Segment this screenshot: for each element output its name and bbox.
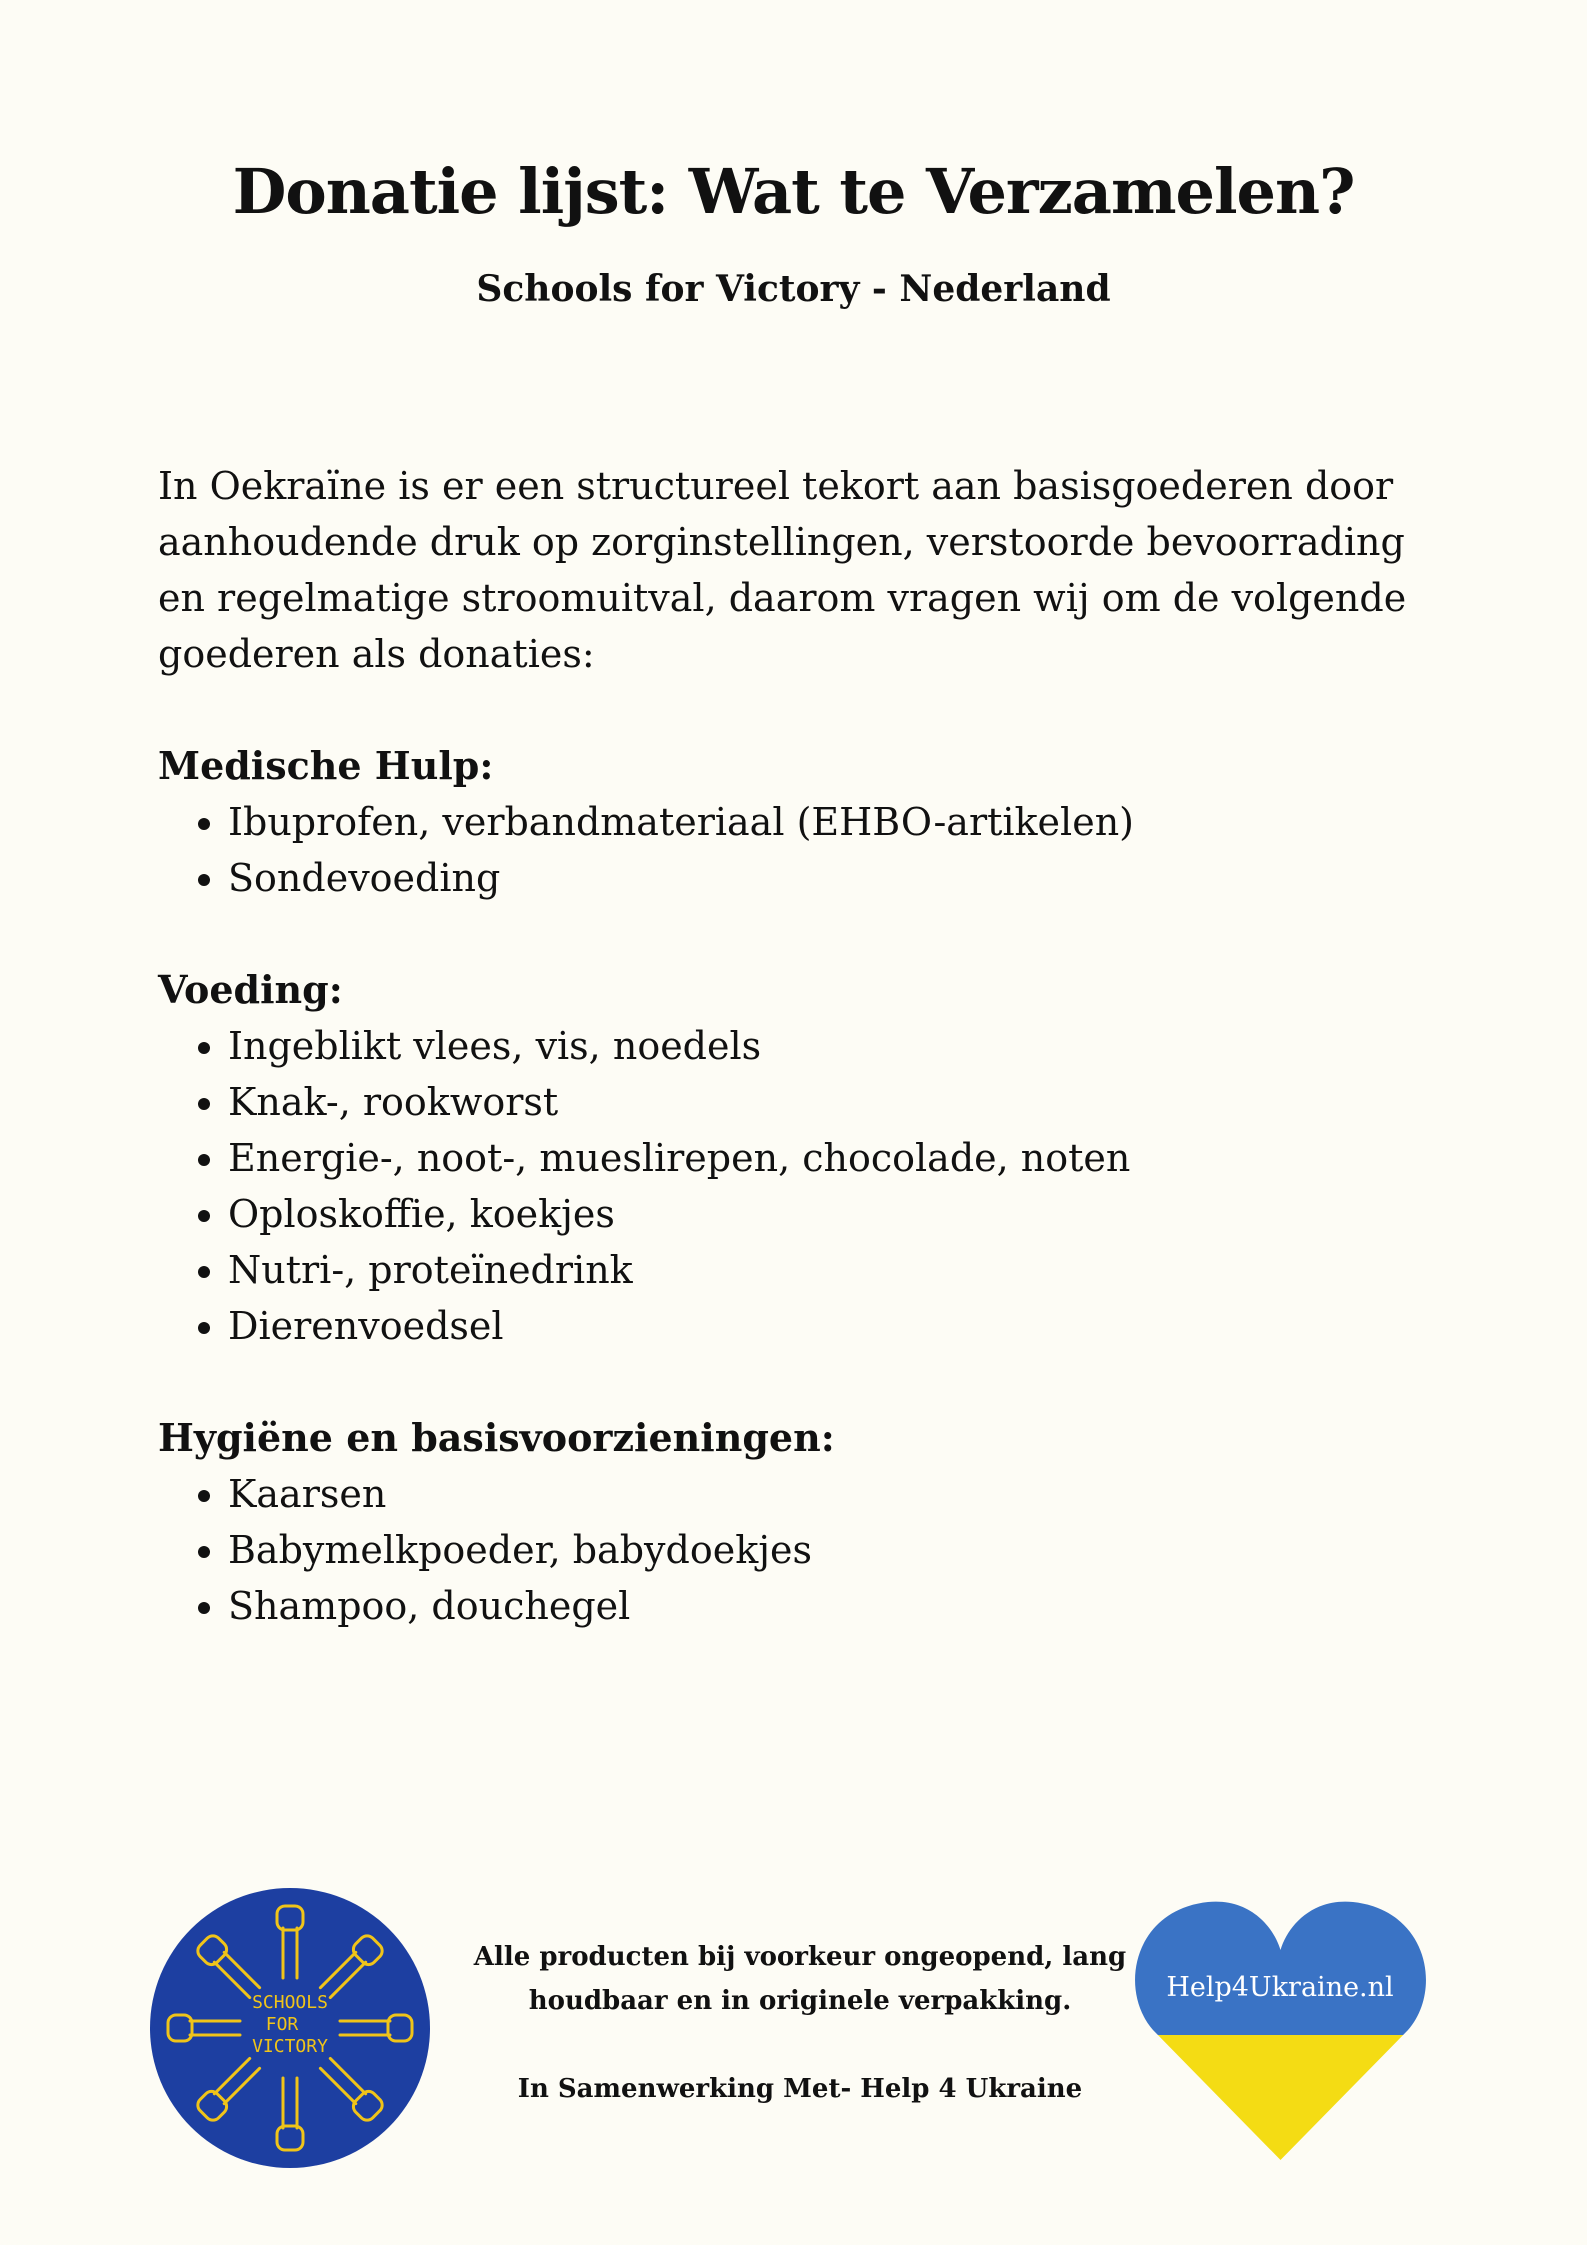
- logo-text-line: SCHOOLS: [252, 1992, 328, 2013]
- section-heading-hygiene: Hygiëne en basisvoorzieningen:: [158, 1415, 835, 1460]
- ukraine-heart-icon: [1133, 1890, 1428, 2165]
- heart-label: Help4Ukraine.nl: [1166, 1972, 1394, 2003]
- list-hygiene: [158, 1466, 1448, 1634]
- raised-fists-circle-icon: [150, 1888, 430, 2168]
- list-item: • Babymelkpoeder, babydoekjes: [228, 1522, 1448, 1578]
- help4ukraine-logo: [1133, 1890, 1428, 2169]
- section-heading-medical: Medische Hulp:: [158, 743, 494, 788]
- footer-text: [450, 1935, 1150, 2111]
- list-item: • Knak-, rookworst: [228, 1074, 1448, 1130]
- intro-paragraph: In Oekraïne is er een structureel tekort aan basisgoederen door aanhoudende druk op zorginstellingen, verstoorde bevoorrading en regelmatige stroomuitval, daarom vragen wij om de volgende goederen als donaties:: [158, 464, 1407, 676]
- list-item: • Dierenvoedsel: [228, 1298, 1448, 1354]
- list-medical: [158, 794, 1448, 906]
- logo-text-line: FOR: [265, 2014, 299, 2035]
- footer-note: Alle producten bij voorkeur ongeopend, lang houdbaar en in originele verpakking.: [473, 1942, 1127, 2016]
- list-item: • Sondevoeding: [228, 850, 1448, 906]
- list-item: • Shampoo, douchegel: [228, 1578, 1448, 1634]
- main-content: [158, 458, 1448, 1690]
- page-subtitle: Schools for Victory - Nederland: [476, 268, 1111, 310]
- list-item: • Energie-, noot-, mueslirepen, chocolade, noten: [228, 1130, 1448, 1186]
- list-food: [158, 1018, 1448, 1354]
- schools-for-victory-logo: [150, 1888, 430, 2172]
- collaboration-note: In Samenwerking Met- Help 4 Ukraine: [517, 2074, 1083, 2104]
- section-heading-food: Voeding:: [158, 967, 343, 1012]
- list-item: • Nutri-, proteïnedrink: [228, 1242, 1448, 1298]
- logo-text-line: VICTORY: [252, 2036, 328, 2057]
- list-item: • Oploskoffie, koekjes: [228, 1186, 1448, 1242]
- page-title: Donatie lijst: Wat te Verzamelen?: [232, 155, 1355, 228]
- list-item: • Kaarsen: [228, 1466, 1448, 1522]
- list-item: • Ingeblikt vlees, vis, noedels: [228, 1018, 1448, 1074]
- list-item: • Ibuprofen, verbandmateriaal (EHBO-artikelen): [228, 794, 1448, 850]
